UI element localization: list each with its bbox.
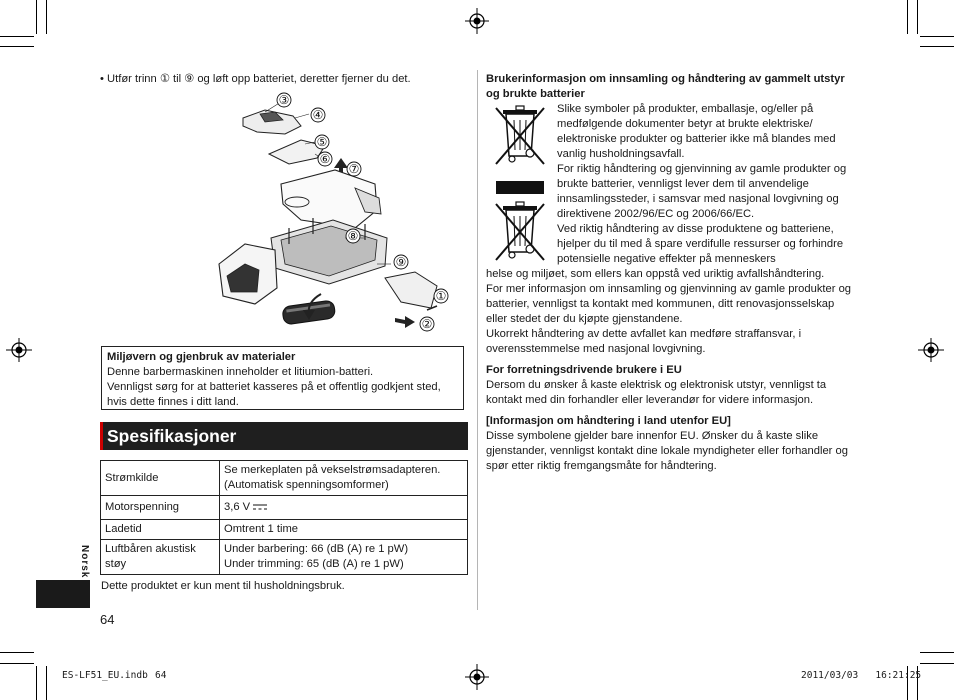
spec-value bbox=[220, 461, 468, 496]
weee-heading: Brukerinformasjon om innsamling og håndtering av gammelt utstyr og brukte batterier bbox=[486, 73, 845, 100]
spec-value: Omtrent 1 time bbox=[220, 520, 468, 540]
footer-date: 2011/03/03 bbox=[801, 670, 859, 681]
household-use-note: Dette produktet er kun ment til husholdningsbruk. bbox=[101, 580, 345, 592]
callout-1: ① bbox=[435, 289, 447, 303]
registration-mark-right bbox=[918, 338, 944, 362]
weee-paragraph: For mer informasjon om innsamling og gjenvinning av gamle produkter og batterier, vennligst ta kontakt med kommunen, ditt renovasjonsselskap eller stedet der du kjøpte gjenstandene. bbox=[486, 283, 852, 325]
shaver-disassembly-diagram bbox=[205, 88, 460, 338]
table-row bbox=[101, 520, 468, 540]
spec-value bbox=[220, 496, 468, 520]
spec-key: Ladetid bbox=[101, 520, 220, 540]
crop-mark bbox=[0, 36, 34, 37]
weee-paragraph: helse og miljøet, som ellers kan oppstå ved uriktig avfallshåndtering. bbox=[486, 268, 825, 280]
callout-9: ⑨ bbox=[395, 255, 407, 269]
specifications-table bbox=[100, 460, 468, 575]
weee-symbols bbox=[492, 104, 552, 269]
weee-paragraph: Slike symboler på produkter, emballasje, og/eller på medfølgende dokumenter betyr at brukte elektriske/ elektroniske produkter og batterier ikke må blandes med vanlig husholdningsavfall. bbox=[557, 103, 836, 160]
footer-timestamp bbox=[801, 670, 921, 681]
crop-mark bbox=[920, 36, 954, 37]
crop-mark bbox=[0, 663, 34, 664]
registration-mark-bottom bbox=[465, 664, 489, 690]
business-users-heading: For forretningsdrivende brukere i EU bbox=[486, 364, 682, 376]
table-row bbox=[101, 461, 468, 496]
business-users-paragraph: Dersom du ønsker å kaste elektrisk og elektronisk utstyr, vennligst ta kontakt med din forhandler eller leverandør for videre informasjon. bbox=[486, 379, 827, 406]
spec-key: Motorspenning bbox=[101, 496, 220, 520]
table-row bbox=[101, 496, 468, 520]
callout-8: ⑧ bbox=[347, 229, 359, 243]
spec-value-line: Under trimming: 65 (dB (A) re 1 pW) bbox=[224, 558, 404, 570]
crop-mark bbox=[36, 0, 37, 34]
crop-mark bbox=[920, 663, 954, 664]
callout-6: ⑥ bbox=[319, 152, 331, 166]
crop-mark bbox=[917, 0, 918, 34]
crop-mark bbox=[920, 652, 954, 653]
crop-mark bbox=[0, 652, 34, 653]
separator-bar bbox=[496, 181, 544, 194]
language-tab-block bbox=[36, 580, 90, 608]
language-tab-label: Norsk bbox=[79, 545, 90, 579]
spec-value bbox=[220, 540, 468, 575]
environment-box bbox=[101, 346, 464, 410]
environment-box-line: Vennligst sørg for at batteriet kasseres på et offentlig godkjent sted, hvis dette finnes i ditt land. bbox=[107, 381, 441, 408]
column-divider bbox=[477, 70, 478, 610]
callout-3: ③ bbox=[278, 93, 290, 107]
table-row bbox=[101, 540, 468, 575]
spec-value-line: Under barbering: 66 (dB (A) re 1 pW) bbox=[224, 543, 409, 555]
callout-2: ② bbox=[421, 317, 433, 331]
callout-5: ⑤ bbox=[316, 135, 328, 149]
dc-symbol-icon bbox=[253, 503, 267, 511]
crop-mark bbox=[36, 666, 37, 700]
specifications-heading: Spesifikasjoner bbox=[100, 422, 468, 450]
spec-value-line: (Automatisk spenningsomformer) bbox=[224, 479, 389, 491]
crop-mark bbox=[907, 0, 908, 34]
spec-value-line: 3,6 V bbox=[224, 501, 251, 513]
crop-mark bbox=[46, 666, 47, 700]
crossed-wheelie-bin-icon bbox=[492, 104, 548, 168]
spec-key: Strømkilde bbox=[101, 461, 220, 496]
crop-mark bbox=[920, 46, 954, 47]
crossed-wheelie-bin-battery-icon bbox=[492, 200, 548, 264]
outside-eu-paragraph: Disse symbolene gjelder bare innenfor EU. Ønsker du å kaste slike gjenstander, vennligst kontakt dine lokale myndigheter eller forhandler og spør etter riktig fremgangsmåte for håndtering. bbox=[486, 430, 848, 472]
page-number: 64 bbox=[100, 612, 115, 627]
weee-paragraph: Ukorrekt håndtering av dette avfallet kan medføre straffansvar, i overensstemmelse med nasjonal lovgivning. bbox=[486, 328, 802, 355]
environment-box-line: Denne barbermaskinen inneholder et litiumion-batteri. bbox=[107, 366, 374, 378]
spec-key: Luftbåren akustisk støy bbox=[101, 540, 220, 575]
footer-page: 64 bbox=[155, 670, 167, 681]
weee-paragraph: Ved riktig håndtering av disse produktene og batteriene, hjelper du til med å spare verdifulle ressurser og forhindre potensielle negative effekter på menneskers bbox=[557, 223, 844, 265]
weee-block bbox=[486, 102, 854, 267]
footer-filename: ES-LF51_EU.indb bbox=[62, 670, 148, 681]
registration-mark-left bbox=[6, 338, 32, 362]
callout-4: ④ bbox=[312, 108, 324, 122]
callout-7: ⑦ bbox=[348, 162, 360, 176]
spec-value-line: Se merkeplaten på vekselstrømsadapteren. bbox=[224, 464, 441, 476]
environment-box-title: Miljøvern og gjenbruk av materialer bbox=[107, 351, 296, 363]
weee-paragraph: For riktig håndtering og gjenvinning av gamle produkter og brukte batterier, vennligst lever dem til anvendelige innsamlingssteder, i samsvar med nasjonal lovgivning og direktivene 2002/96/EC og 2006/66/EC. bbox=[557, 163, 847, 220]
crop-mark bbox=[0, 46, 34, 47]
registration-mark-top bbox=[465, 8, 489, 34]
weee-information-column bbox=[486, 72, 854, 474]
outside-eu-heading: [Informasjon om håndtering i land utenfor EU] bbox=[486, 415, 731, 427]
footer-time: 16:21:25 bbox=[875, 670, 922, 681]
instruction-bullet: • Utfør trinn ① til ⑨ og løft opp batteriet, deretter fjerner du det. bbox=[100, 73, 411, 85]
crop-mark bbox=[46, 0, 47, 34]
